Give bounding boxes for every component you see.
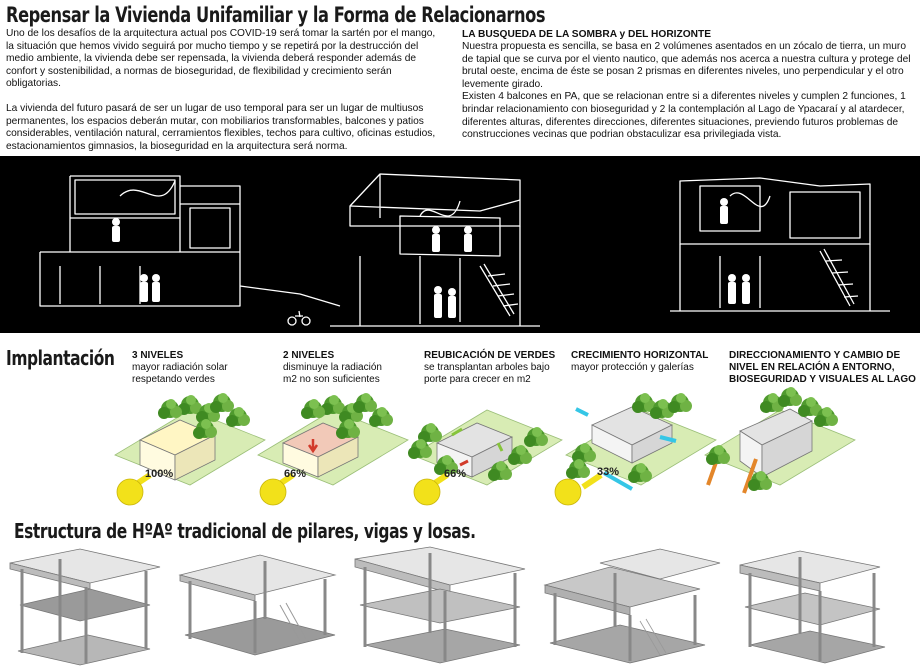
step-3-caption (424, 350, 564, 386)
intro-paragraph-2: La vivienda del futuro pasará de ser un lugar de uso temporal para ser un lugar de multiusos permanentes, los espacios deberán mutar, con mobiliarios transformables, balcones y patios considerables, ventilación natural, cerramientos flexibles, techos para cultivo, oficinas estudios, estacionamientos gimnasios, la bioseguridad en la arquitectura será norma. (6, 102, 436, 152)
step-4-heading: CRECIMIENTO HORIZONTAL (571, 350, 709, 361)
step-1-text: mayor radiación solar respetando verdes (132, 362, 228, 386)
step-5-heading: DIRECCIONAMIENTO Y CAMBIO DE NIVEL EN RELACIÓN A ENTORNO, BIOSEGURIDAD Y VISUALES AL LAGO (729, 350, 916, 385)
concept-text (462, 41, 914, 142)
step-4-text: mayor protección y galerías (571, 362, 694, 373)
sun-icon (117, 479, 143, 505)
step-2-caption (283, 350, 393, 386)
estructura-title: Estructura de HºAº tradicional de pilares, vigas y losas. (14, 519, 476, 543)
structure-diagram-2 (180, 555, 335, 655)
step-3-percent: 66% (444, 468, 467, 480)
intro-paragraph-1: Uno de los desafíos de la arquitectura actual pos COVID-19 será tomar la sartén por el mango, la situación que hemos vivido seguirá por mucho tiempo y se repetirá por la destrucción del medio ambiente, la vivienda debe ser repensada, la vivienda deberá responder además de confort y sostenibilidad, a normas de bioseguridad, de flexibilidad y crecimiento serán obligatorias. (6, 28, 436, 90)
site-diagram-2 (258, 393, 408, 505)
site-diagrams (0, 385, 920, 510)
house-sketch-3 (670, 178, 890, 311)
structure-diagram-4 (545, 549, 720, 663)
step-3-text: se transplantan arboles bajo porte para crecer en m2 (424, 362, 550, 386)
house-sketches (0, 156, 920, 333)
perspective-sketches-panel (0, 156, 920, 333)
step-2-heading: 2 NIVELES (283, 350, 335, 361)
structure-diagram-3 (355, 547, 525, 663)
concept-heading: LA BUSQUEDA DE LA SOMBRA y DEL HORIZONTE (462, 29, 712, 40)
concept-paragraph-2: Existen 4 balcones en PA, que se relacionan entre si a diferentes niveles y cumplen 2 funciones, 1 brindar relacionamiento con bioseguridad y 2 la contemplación al Lago de Ypacaraí y al atardecer, diferentes alturas, diferentes direcciones, diferentes situaciones, previendo futuros problemas de construcciones vecinas que podrian obstaculizar esa privilegiada vista. (462, 91, 906, 141)
step-4-caption (571, 350, 721, 374)
sun-icon (414, 479, 440, 505)
site-diagram-5 (705, 387, 855, 493)
site-diagram-4 (555, 393, 716, 505)
page-title: Repensar la Vivienda Unifamiliar y la Forma de Relacionarnos (6, 3, 546, 27)
site-diagram-1 (115, 393, 265, 505)
concept-paragraph-1: Nuestra propuesta es sencilla, se basa en 2 volúmenes asentados en un zócalo de tierra, un muro de tapial que se curva por el viento nautico, que además nos acerca a nuestra cultura y protege del brutal oeste, encima de éste se posan 2 prismas en diferentes niveles, uno perpendicular y el otro levemente girado. (462, 41, 911, 90)
step-1-heading: 3 NIVELES (132, 350, 184, 361)
step-1-percent: 100% (145, 468, 174, 480)
structure-diagrams (0, 545, 920, 669)
step-1-caption (132, 350, 242, 386)
step-5-caption (729, 350, 919, 386)
step-2-percent: 66% (284, 468, 307, 480)
step-2-text: disminuye la radiación m2 no son suficientes (283, 362, 382, 386)
step-3-heading: REUBICACIÓN DE VERDES (424, 350, 556, 361)
sun-icon (260, 479, 286, 505)
structure-diagram-5 (740, 551, 885, 663)
sun-icon (555, 479, 581, 505)
house-sketch-1 (40, 176, 340, 325)
implantacion-title: Implantación (6, 346, 115, 370)
site-diagram-3 (408, 410, 562, 505)
step-4-percent: 33% (597, 466, 620, 478)
structure-diagram-1 (10, 549, 160, 665)
intro-text (6, 28, 444, 153)
